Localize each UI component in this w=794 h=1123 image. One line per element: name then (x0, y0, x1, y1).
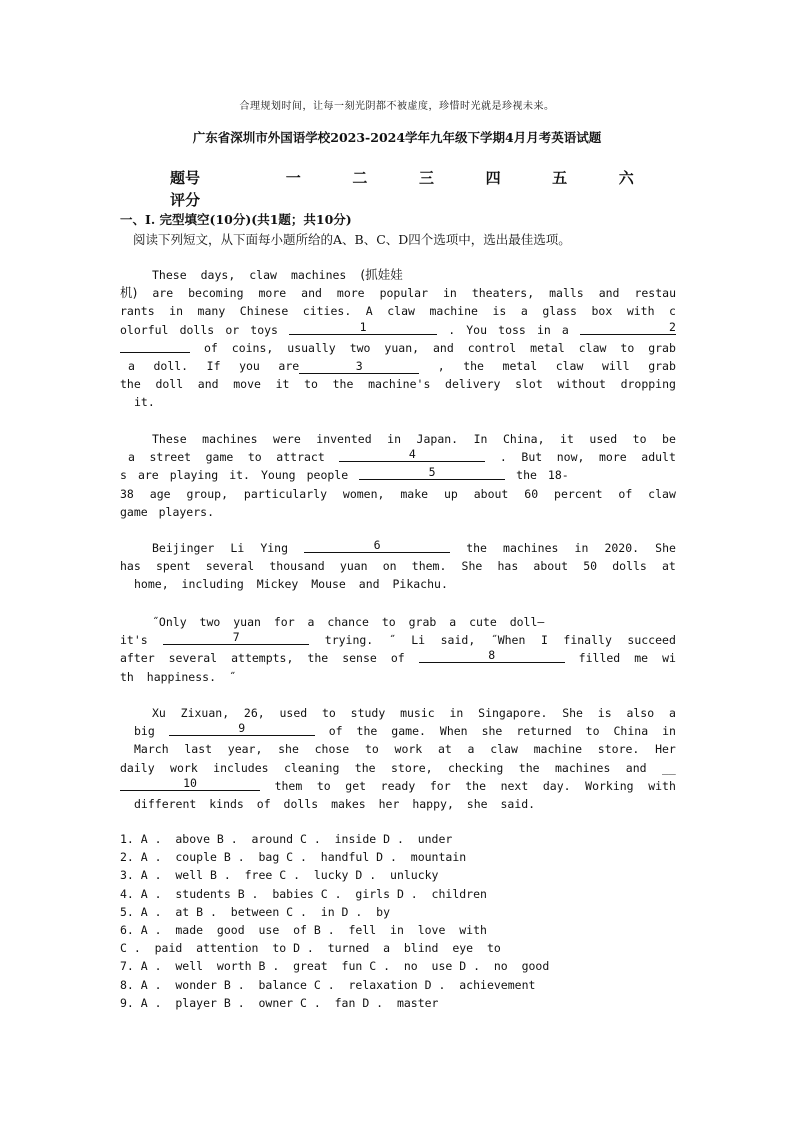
word: Singapore. (478, 706, 548, 720)
word: finally (563, 633, 612, 648)
word: game. (391, 724, 426, 739)
word: will (601, 358, 630, 373)
word: control (467, 340, 517, 355)
word: for (429, 778, 451, 793)
word: the (516, 468, 537, 483)
word: days, (200, 268, 236, 282)
word: a (128, 450, 135, 465)
word: China, (502, 432, 545, 446)
word: to (247, 450, 262, 465)
word: them (274, 778, 303, 793)
word: the (466, 541, 487, 555)
word: used (589, 432, 618, 446)
question-options: 9. A . player B . owner C . fan D . master (120, 995, 439, 1010)
word: malls (549, 286, 584, 301)
passage-line (120, 448, 676, 466)
word: Beijinger (152, 541, 215, 555)
word: 38 (120, 486, 134, 501)
word: machines (503, 541, 559, 555)
score-col-6: 六 (618, 168, 634, 187)
word: invented (316, 432, 372, 446)
word: age (149, 486, 171, 501)
word: theaters, (471, 286, 535, 301)
word: it (275, 377, 290, 392)
word: in (449, 706, 464, 720)
word: chose (314, 742, 350, 757)
word: them. (411, 559, 447, 574)
score-col-2: 二 (352, 168, 368, 187)
word: the (356, 724, 378, 739)
word: claw (249, 268, 277, 282)
word: Xu (152, 706, 166, 720)
passage-line (120, 339, 676, 357)
word: claw (490, 742, 518, 757)
word: percent (554, 486, 603, 501)
word: ˝Only two yuan for a chance to grab a cute doll— (152, 615, 545, 629)
question-options: 2. A . couple B . bag C . handful D . mountain (120, 850, 467, 865)
word: If (206, 358, 221, 373)
word: toys (250, 322, 278, 337)
word: work (170, 760, 198, 775)
word: and (598, 286, 620, 301)
answer-blank-2[interactable]: 2 (580, 321, 676, 335)
word: to (316, 778, 331, 793)
word: machines (202, 432, 258, 446)
question-options: 7. A . well worth B . great fun C . no use D . no good (120, 959, 550, 974)
word: the (307, 651, 329, 666)
passage-line (120, 539, 676, 557)
passage-line (120, 266, 676, 284)
word: machines (554, 760, 611, 775)
word: the (354, 760, 376, 775)
word: store. (597, 742, 640, 757)
word: it's (120, 633, 148, 648)
word: adult (641, 450, 676, 465)
word: two (349, 340, 371, 355)
word: after (120, 651, 155, 666)
word: in (443, 286, 457, 301)
word: and (433, 340, 454, 355)
score-col-1: 一 (285, 168, 301, 187)
answer-blank-1[interactable]: 1 (289, 321, 437, 335)
word: group, (186, 486, 228, 501)
word: claw (387, 304, 415, 319)
answer-blank-9[interactable]: 9 (169, 722, 315, 736)
word: attract (276, 450, 325, 465)
word: is (597, 706, 612, 720)
passage-line (120, 284, 676, 302)
word: the (518, 760, 540, 775)
passage-line (120, 375, 676, 393)
word: are (137, 468, 159, 483)
question-options: 4. A . students B . babies C . girls D . children (120, 886, 487, 901)
word: the (120, 377, 141, 392)
score-row-label: 题号 (170, 168, 201, 187)
word: Chinese (239, 304, 289, 319)
word: Ying (260, 541, 289, 555)
answer-blank-2-continued (120, 339, 190, 353)
word: about (533, 559, 569, 574)
word: I (540, 633, 548, 648)
word: grab (648, 340, 676, 355)
word: more (258, 286, 287, 301)
passage-line (120, 649, 676, 667)
passage-line (120, 575, 676, 593)
word: said, (440, 633, 476, 648)
word: In (473, 432, 488, 446)
word: in (574, 541, 589, 555)
word: popular (379, 286, 429, 301)
word: be (662, 432, 676, 446)
word: 60 (524, 486, 539, 501)
word: machines (290, 268, 347, 282)
word: several (205, 559, 255, 574)
word: and (197, 377, 219, 392)
word: a (668, 706, 676, 720)
word: wi (662, 651, 676, 666)
word: get (345, 778, 367, 793)
word: about (473, 486, 509, 501)
word: cities. (302, 304, 352, 319)
word: sense (342, 651, 377, 666)
word: you (239, 358, 260, 373)
word: of (618, 486, 633, 501)
passage-line (120, 759, 676, 777)
word: in (536, 322, 551, 337)
word: people (306, 468, 349, 483)
passage-paragraph-5 (120, 704, 676, 813)
word: with (626, 304, 655, 319)
word: attempts, (231, 651, 294, 666)
word: She (461, 559, 483, 574)
word: These (152, 268, 187, 282)
word: with (648, 778, 676, 793)
word: 50 (583, 559, 598, 574)
word: in (662, 724, 676, 739)
word: she (278, 742, 299, 757)
word: are (278, 358, 300, 373)
word: the (465, 778, 486, 793)
word: yuan (339, 559, 368, 574)
word: doll. (153, 358, 189, 373)
question-options: 6. A . made good use of B . fell in love with (120, 922, 487, 937)
word: claw (578, 340, 607, 355)
word: of (328, 724, 343, 739)
word: Li (411, 633, 426, 648)
word: it (560, 432, 574, 446)
word: ˝ (388, 633, 396, 648)
motto: 合理规划时间，让每一刻光阴都不被虚度，珍惜时光就是珍视未来。 (239, 101, 555, 112)
section-heading: 一、Ⅰ. 完型填空(10分)(共1题；共10分) (120, 212, 352, 227)
word: returned (516, 724, 572, 739)
word: claw (648, 486, 676, 501)
word: filled (578, 651, 621, 666)
passage-line (120, 631, 676, 649)
word: has (497, 559, 519, 574)
word: on (382, 559, 397, 574)
word: glass (542, 304, 577, 319)
word: has (120, 559, 141, 574)
question-options: 8. A . wonder B . balance C . relaxation D . achievement (120, 977, 536, 992)
section-instruction: 阅读下列短文，从下面每小题所给的A、B、C、D四个选项中，选出最佳选项。 (133, 232, 571, 247)
word: and (625, 760, 647, 775)
word: to (364, 742, 379, 757)
passage-line (120, 393, 676, 411)
word: delivery (445, 377, 501, 392)
word: Working (585, 778, 634, 793)
passage-line (120, 668, 676, 686)
word: But (521, 450, 543, 465)
question-options: 1. A . above B . around C . inside D . under (120, 832, 453, 846)
word: rants (120, 304, 155, 319)
word: particularly (243, 486, 327, 501)
word: Li (230, 541, 245, 555)
word: spent (155, 559, 191, 574)
passage-paragraph-2 (120, 430, 676, 521)
answer-blank-5[interactable]: 5 (359, 466, 505, 480)
word: now, (556, 450, 585, 465)
word: move (233, 377, 261, 392)
word: checking (447, 760, 504, 775)
word: at (662, 559, 676, 574)
word: th happiness. ˝ (120, 669, 236, 684)
word: at (437, 742, 452, 757)
word: She (562, 706, 583, 720)
word: slot (515, 377, 543, 392)
passage-line (120, 704, 676, 722)
word: to (632, 432, 647, 446)
passage-line (120, 613, 676, 631)
word: cleaning (283, 760, 340, 775)
word: or (225, 322, 240, 337)
word: __ (662, 760, 676, 775)
word: (抓娃娃 (360, 267, 403, 282)
word: 18- (547, 468, 569, 483)
word: claw (555, 358, 584, 373)
word: the (463, 358, 484, 373)
question-options: 3. A . well B . free C . lucky D . unlucky (120, 868, 439, 883)
word: ˝When (490, 633, 526, 648)
score-col-5: 五 (552, 168, 568, 187)
word: yuan, (384, 340, 420, 355)
word: game players. (120, 504, 215, 519)
word: different kinds of dolls makes her happy, she said. (134, 796, 536, 811)
word: She (655, 541, 676, 555)
answer-blank-7[interactable]: 7 (163, 631, 309, 645)
word: big (134, 724, 155, 739)
word: several (168, 651, 218, 666)
word: dolls (179, 322, 215, 337)
word: a (520, 304, 528, 319)
word: trying. (324, 633, 374, 648)
word: home, including Mickey Mouse and Pikachu. (134, 577, 448, 592)
question-options: 5. A . at B . between C . in D . by (120, 904, 391, 919)
word: next (500, 778, 529, 793)
word: a (128, 358, 135, 373)
passage-line (120, 321, 676, 339)
word: . (448, 322, 456, 337)
word: are (152, 286, 174, 301)
word: more (599, 450, 627, 465)
score-row-numbers (170, 166, 660, 188)
exam-title: 广东省深圳市外国语学校2023-2024学年九年级下学期4月月考英语试题 (192, 130, 602, 145)
word: to (585, 724, 600, 739)
answer-blank-10[interactable]: 10 (120, 777, 260, 791)
score-col-3: 三 (418, 168, 434, 187)
word: Young (260, 468, 296, 483)
word: year, (227, 742, 263, 757)
answer-blank-3[interactable]: 3 (299, 360, 419, 374)
word: metal (502, 358, 538, 373)
passage-line (120, 795, 676, 813)
passage-line (120, 357, 676, 375)
word: doll (155, 377, 184, 392)
word: thousand (269, 559, 325, 574)
word: also (626, 706, 655, 720)
passage-line (120, 430, 676, 448)
word: dolls (612, 559, 647, 574)
word: it. (134, 395, 155, 410)
question-options: C . paid attention to D . turned a blind eye to (120, 941, 501, 956)
word: more (336, 286, 365, 301)
word: toss (498, 322, 526, 337)
word: olorful (120, 322, 169, 337)
answer-blank-6[interactable]: 6 (304, 539, 450, 553)
word: daily (120, 760, 155, 775)
word: to (322, 706, 336, 720)
word: March (134, 742, 169, 757)
word: machine's (368, 377, 431, 392)
word: box (591, 304, 613, 319)
word: playing (169, 468, 219, 483)
word: coins, (231, 340, 274, 355)
word: to (304, 377, 318, 392)
word: of (390, 651, 405, 666)
word: s (120, 468, 127, 483)
passage-line (120, 503, 676, 521)
passage-line (120, 740, 676, 758)
word: the (332, 377, 354, 392)
word: becoming (188, 286, 244, 301)
word: When (439, 724, 468, 739)
word: , (437, 358, 445, 373)
word: without (557, 377, 606, 392)
word: You (466, 322, 488, 337)
word: 2020. (604, 541, 640, 555)
word: includes (213, 760, 269, 775)
word: restau (634, 286, 676, 301)
answer-blank-8[interactable]: 8 (419, 649, 565, 663)
word: music (400, 706, 435, 720)
word: machine (429, 304, 478, 319)
word: a (561, 322, 569, 337)
word: metal (530, 340, 565, 355)
word: work (394, 742, 423, 757)
word: . (499, 450, 507, 465)
score-col-4: 四 (485, 168, 501, 187)
word: day. (542, 778, 571, 793)
word: A (365, 304, 373, 319)
word: 26, (243, 706, 265, 720)
word: to (620, 340, 635, 355)
passage-line (120, 302, 676, 320)
word: Her (655, 742, 676, 757)
passage-line (120, 557, 676, 575)
word: Zixuan, (180, 706, 230, 720)
word: up (443, 486, 458, 501)
word: it. (229, 468, 250, 483)
word: used (279, 706, 308, 720)
word: 机) (120, 285, 138, 301)
word: machine (533, 742, 583, 757)
word: Japan. (416, 432, 459, 446)
word: c (669, 304, 676, 319)
word: street (149, 450, 192, 465)
answer-blank-4[interactable]: 4 (339, 448, 485, 462)
score-table (170, 166, 660, 210)
word: women, (342, 486, 385, 501)
answer-options-list (120, 832, 676, 1014)
word: usually (287, 340, 336, 355)
word: were (273, 432, 301, 446)
word: study (350, 706, 386, 720)
word: she (481, 724, 503, 739)
word: store, (391, 760, 433, 775)
word: ready (380, 778, 416, 793)
word: last (184, 742, 213, 757)
word: in (169, 304, 184, 319)
word: a (467, 742, 475, 757)
word: grab (648, 358, 676, 373)
passage-line (120, 466, 676, 484)
word: dropping (620, 377, 676, 392)
word: is (492, 304, 507, 319)
word: many (197, 304, 226, 319)
passage-paragraph-3 (120, 539, 676, 594)
word: of (203, 340, 218, 355)
passage-line (120, 777, 676, 795)
passage-paragraph-4 (120, 613, 676, 686)
word: in (387, 432, 402, 446)
word: make (400, 486, 429, 501)
word: game (205, 450, 234, 465)
word: and (301, 286, 322, 301)
passage-paragraph-1 (120, 266, 676, 412)
word: China (613, 724, 649, 739)
score-row-label: 评分 (170, 190, 201, 209)
score-row-scores (170, 188, 660, 210)
word: me (634, 651, 649, 666)
word: succeed (627, 633, 676, 648)
passage-line (120, 722, 676, 740)
word: These (152, 432, 187, 446)
passage-line (120, 485, 676, 503)
